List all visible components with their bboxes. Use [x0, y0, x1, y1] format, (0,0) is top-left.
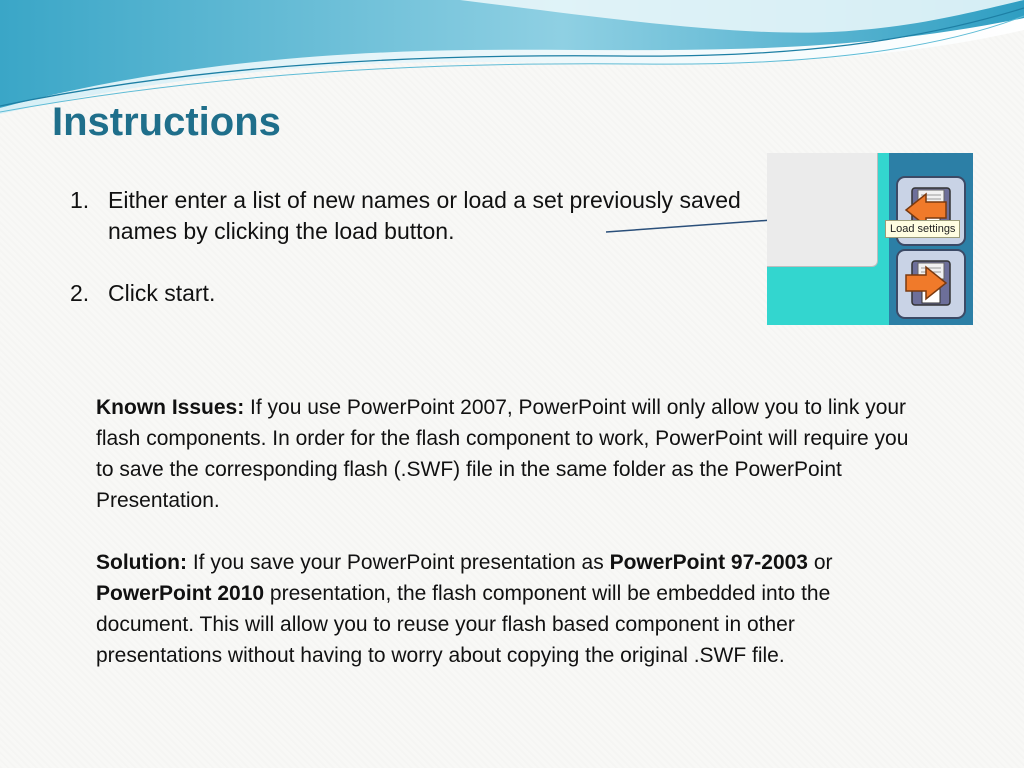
solution-label: Solution: — [96, 551, 187, 574]
solution-text: presentation, the flash component will be embedded into the document. This will allow you to reuse your flash based component in other presentations without having to worry about copying the original .SWF file. — [96, 582, 831, 667]
known-issues-paragraph — [96, 392, 926, 516]
save-settings-button[interactable] — [896, 249, 966, 319]
step-text: Either enter a list of new names or load a set previously saved names by clicking the load button. — [108, 187, 741, 244]
step-number: 1. — [70, 187, 90, 213]
solution-version-2: PowerPoint 2010 — [96, 582, 265, 605]
save-settings-icon — [898, 251, 964, 317]
solution-text: or — [807, 551, 833, 574]
slide-title: Instructions — [52, 100, 281, 144]
solution-text: If you save your PowerPoint presentation as — [186, 551, 610, 574]
load-settings-tooltip: Load settings — [885, 220, 960, 238]
solution-paragraph — [96, 547, 926, 671]
instruction-step — [70, 278, 760, 309]
known-issues-text: If you use PowerPoint 2007, PowerPoint will only allow you to link your flash components. In order for the flash component to work, PowerPoint will require you to save the corresponding flash (.SWF) file in the same folder as the PowerPoint Presentation. — [96, 396, 909, 512]
solution-version-1: PowerPoint 97-2003 — [609, 551, 808, 574]
known-issues-label: Known Issues: — [96, 396, 245, 419]
step-text: Click start. — [108, 280, 216, 306]
step-number: 2. — [70, 280, 90, 306]
notes-section — [96, 392, 926, 671]
screenshot-names-panel — [767, 153, 878, 267]
app-screenshot — [767, 153, 973, 325]
